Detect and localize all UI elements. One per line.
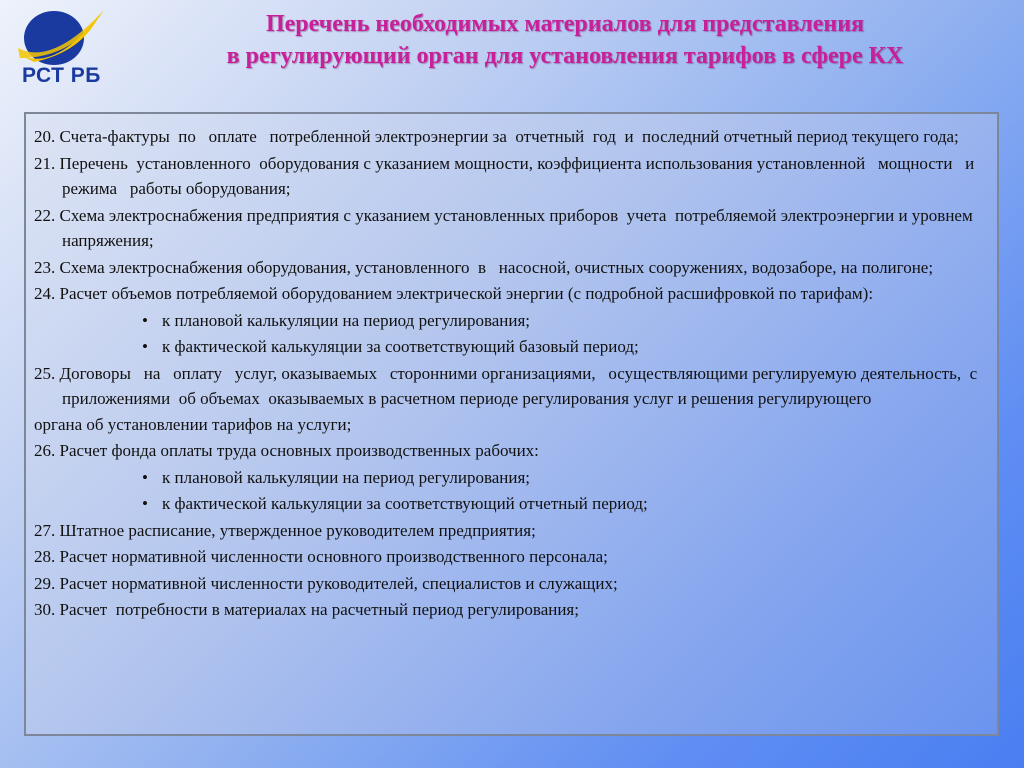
item-number: 27. — [34, 520, 56, 540]
item-text: Договоры на оплату услуг, оказываемых сторонними организациями, осуществляющими регулируемую деятельность, с приложениями об объемах оказываемых в расчетном периоде регулирования услуг и решения регулирующего — [59, 363, 982, 408]
item-number: 25. — [34, 363, 56, 383]
item-number: 22. — [34, 205, 56, 225]
bullet-text: к фактической калькуляции за соответствующий отчетный период; — [162, 494, 648, 513]
bullet-list-24 — [34, 308, 987, 360]
materials-list — [24, 112, 999, 736]
item-text: Расчет объемов потребляемой оборудованием электрической энергии (с подробной расшифровкой по тарифам): — [59, 284, 874, 303]
bullet-icon: • — [142, 494, 148, 513]
page-title-line-2: в регулирующий орган для установления тарифов в сфере КХ — [226, 43, 904, 69]
list-item-25 — [34, 361, 987, 438]
item-text: Схема электроснабжения предприятия с указанием установленных приборов учета потребляемой электроэнергии и уровнем напряжения; — [59, 205, 977, 250]
logo-text: РСТ РБ — [22, 64, 101, 87]
item-text: Перечень установленного оборудования с указанием мощности, коэффициента использования установленной мощности и режима работы оборудования; — [59, 153, 988, 198]
list-item-29 — [34, 571, 987, 597]
item-text: Расчет нормативной численности руководителей, специалистов и служащих; — [59, 573, 618, 593]
list-item-26 — [34, 438, 987, 464]
list-item-24 — [34, 281, 987, 307]
item-text: Штатное расписание, утвержденное руководителем предприятия; — [59, 520, 536, 540]
item-number: 26. — [34, 441, 56, 460]
item-number: 20. — [34, 127, 56, 146]
item-number: 24. — [34, 284, 56, 303]
bullet-item — [34, 465, 987, 491]
item-text: Счета-фактуры по оплате потребленной электроэнергии за отчетный год и последний отчетный период текущего года; — [59, 127, 959, 146]
bullet-icon: • — [142, 337, 148, 356]
item-number: 28. — [34, 547, 56, 566]
list-item-28 — [34, 544, 987, 570]
bullet-icon: • — [142, 467, 148, 487]
list-item-22 — [34, 203, 987, 254]
bullet-text: к плановой калькуляции на период регулирования; — [162, 467, 531, 487]
bullet-icon: • — [142, 310, 148, 330]
item-number: 29. — [34, 573, 56, 593]
bullet-item — [34, 491, 987, 517]
item-text-continued: органа об установлении тарифов на услуги; — [34, 414, 352, 434]
page-title — [130, 8, 1000, 72]
list-item-30 — [34, 597, 987, 623]
logo — [12, 8, 112, 94]
list-item-27 — [34, 518, 987, 544]
item-number: 21. — [34, 153, 56, 173]
item-number: 30. — [34, 600, 56, 619]
list-item-20 — [34, 124, 987, 150]
list-item-21 — [34, 151, 987, 202]
page-title-line-1: Перечень необходимых материалов для представления — [265, 11, 865, 37]
logo-emblem-icon — [12, 8, 112, 70]
bullet-text: к фактической калькуляции за соответствующий базовый период; — [162, 337, 639, 356]
item-text: Расчет потребности в материалах на расчетный период регулирования; — [59, 600, 579, 619]
bullet-text: к плановой калькуляции на период регулирования; — [162, 310, 531, 330]
item-number: 23. — [34, 257, 56, 277]
item-text: Расчет нормативной численности основного производственного персонала; — [59, 547, 608, 566]
bullet-item — [34, 308, 987, 334]
item-text: Схема электроснабжения оборудования, установленного в насосной, очистных сооружениях, водозаборе, на полигоне; — [59, 257, 934, 277]
item-text: Расчет фонда оплаты труда основных производственных рабочих: — [59, 441, 539, 460]
list-item-23 — [34, 255, 987, 281]
bullet-list-26 — [34, 465, 987, 517]
bullet-item — [34, 334, 987, 360]
